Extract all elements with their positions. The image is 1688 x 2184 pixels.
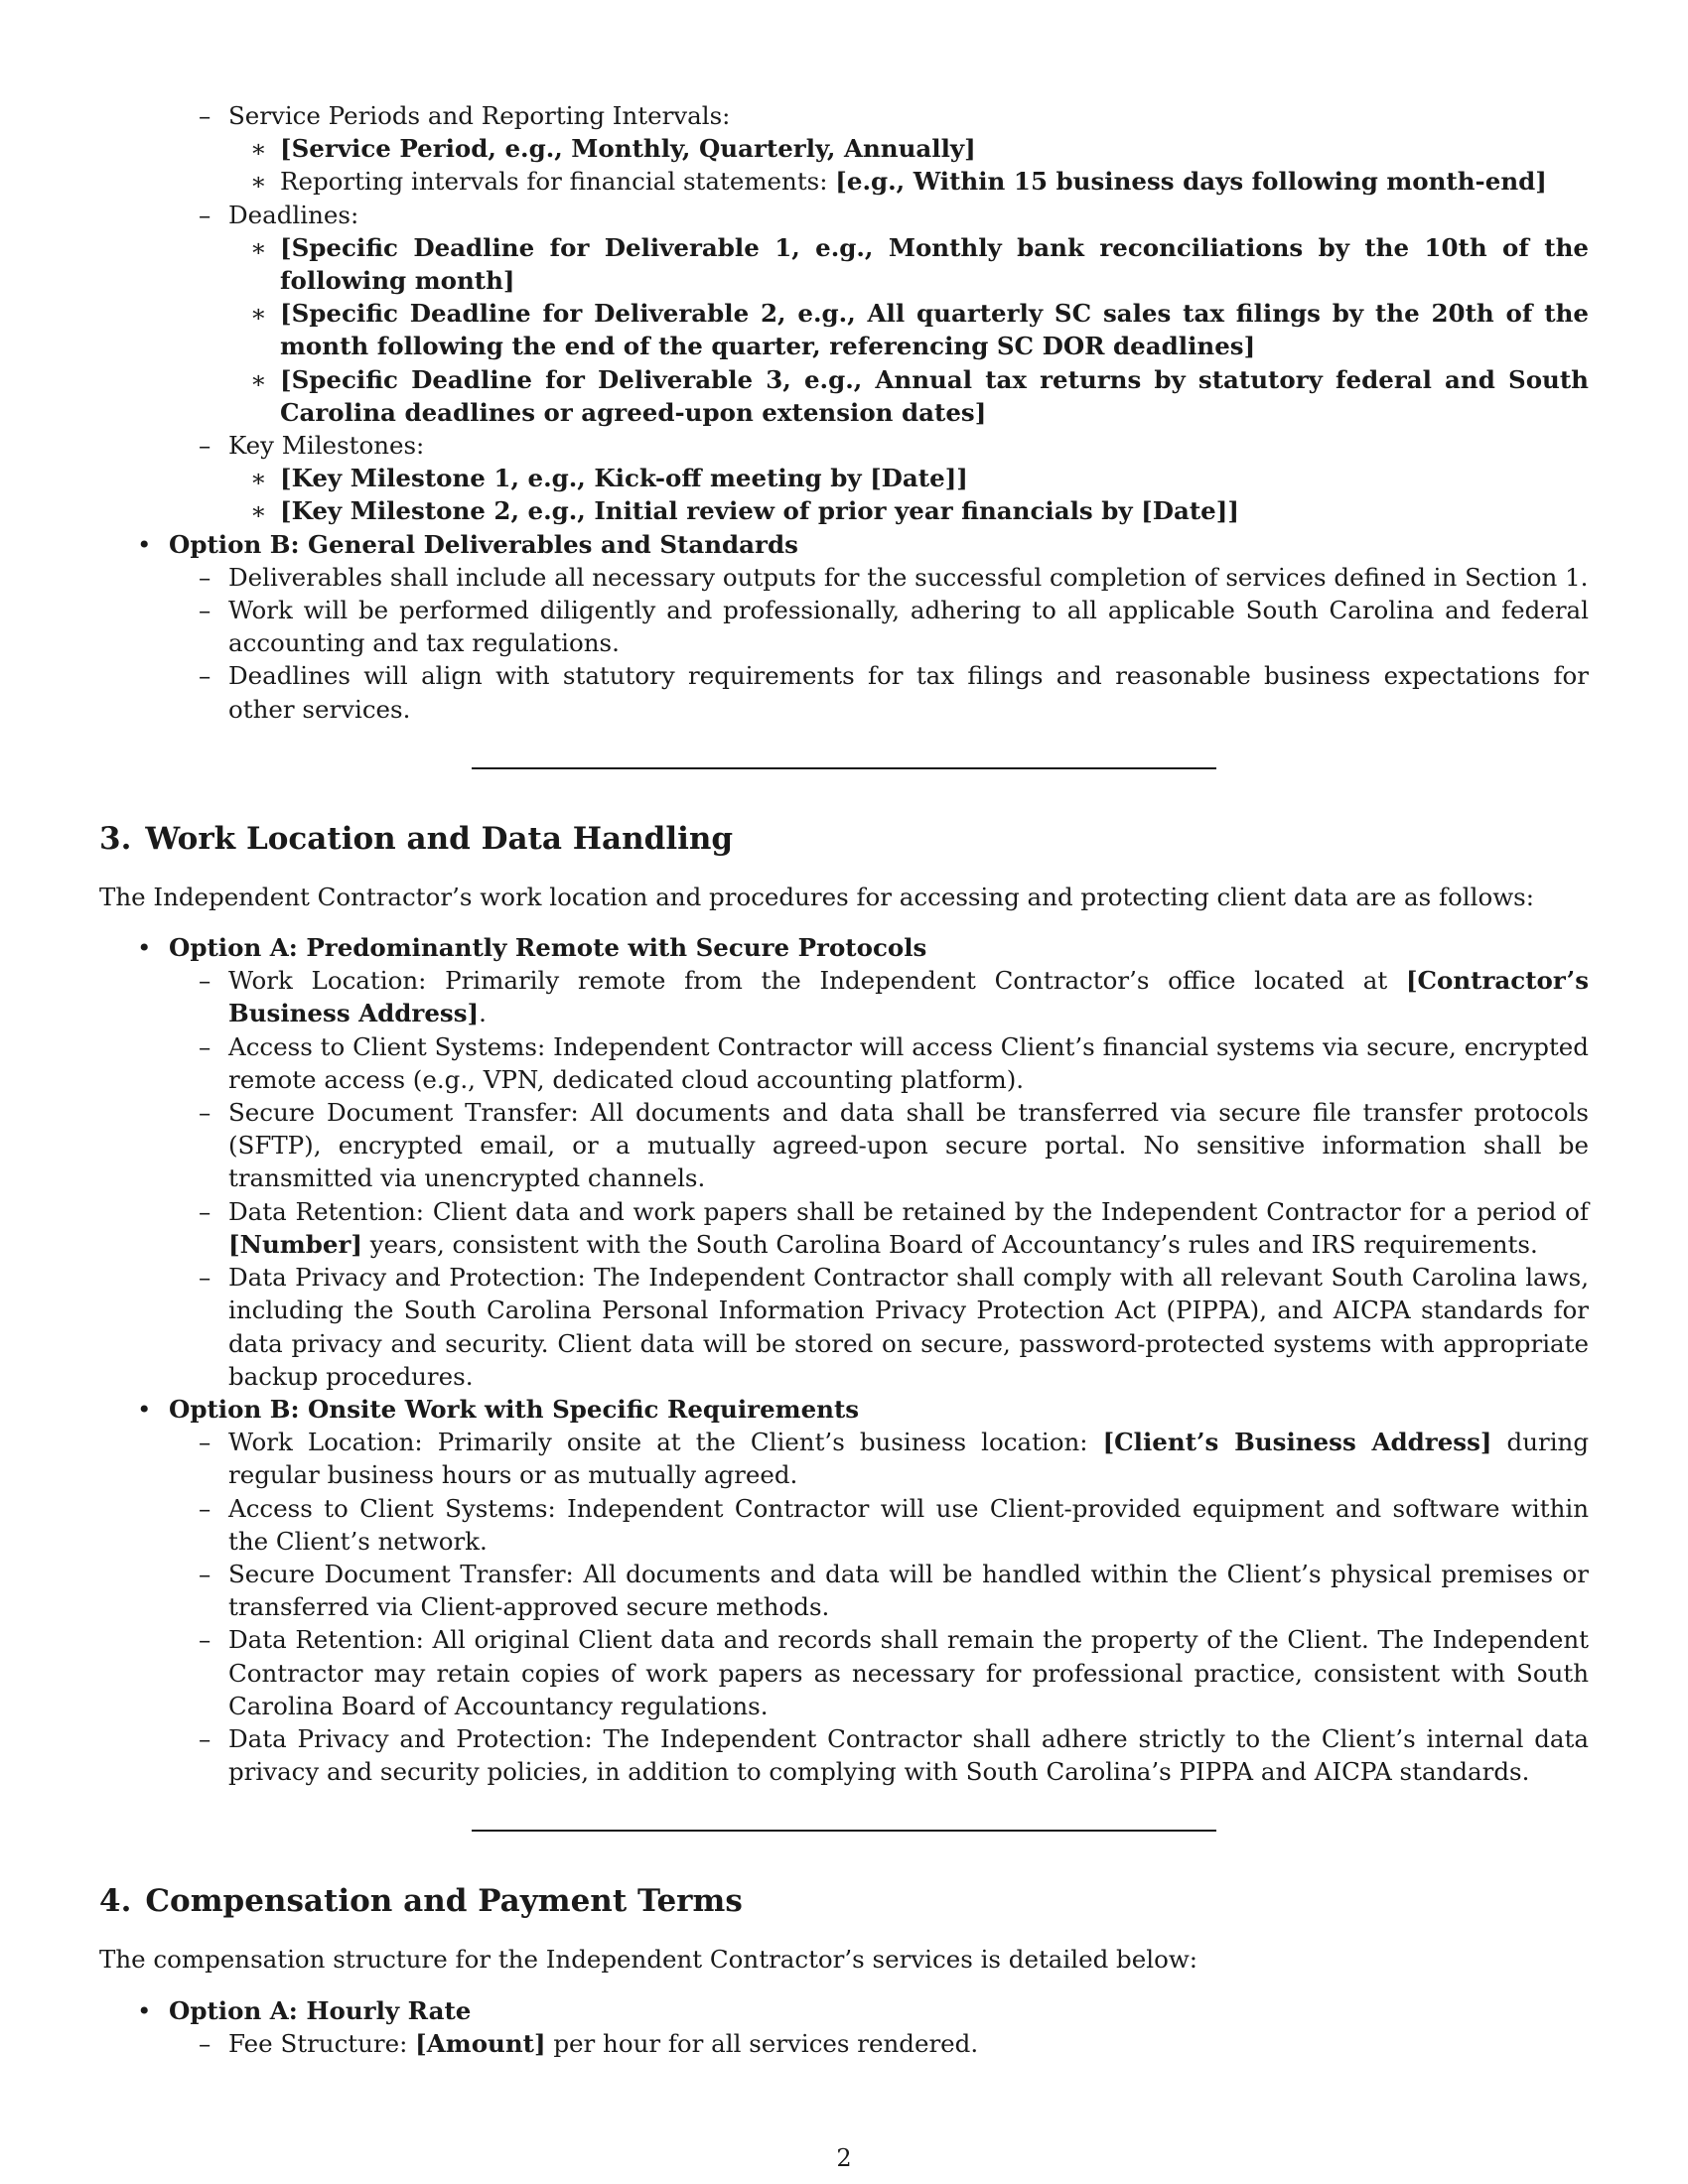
list-item [99, 659, 1589, 725]
list-item [99, 1261, 1589, 1393]
list-item [99, 1492, 1589, 1558]
list-item [99, 297, 1589, 362]
section4-options [99, 1994, 1589, 2060]
list-item [99, 1558, 1589, 1623]
list-item [99, 99, 1589, 199]
deadline-3-placeholder: [Specific Deadline for Deliverable 3, e.g., Annual tax returns by statutory federal and South Carolina deadlines or agreed-upon extension dates] [280, 364, 1589, 427]
list-item [99, 462, 1589, 494]
milestone-1-placeholder: [Key Milestone 1, e.g., Kick-off meeting by [Date]] [280, 464, 968, 493]
option-a-title: Option A: Hourly Rate [169, 1995, 472, 2025]
deadline-1-placeholder: [Specific Deadline for Deliverable 1, e.g., Monthly bank reconciliations by the 10th of the following month] [280, 232, 1589, 296]
list-item [99, 528, 1589, 726]
option-b-title: Option B: Onsite Work with Specific Requirements [169, 1394, 860, 1424]
section-number: 3. [99, 820, 132, 857]
list-item [99, 1722, 1589, 1788]
section-number: 4. [99, 1883, 132, 1920]
reporting-intervals-placeholder: [e.g., Within 15 business days following month-end] [835, 167, 1547, 197]
service-periods-label: Service Periods and Reporting Intervals: [228, 101, 731, 130]
amount-placeholder: [Amount] [415, 2028, 546, 2058]
section-divider [472, 1830, 1216, 1832]
milestone-2-placeholder: [Key Milestone 2, e.g., Initial review of prior year financials by [Date]] [280, 496, 1239, 526]
list-item [99, 429, 1589, 528]
list-item [99, 231, 1589, 297]
text: Access to Client Systems: Independent Contractor will use Client-provided equipment and software within the Client’s network. [228, 1493, 1589, 1556]
text: Work Location: Primarily remote from the Independent Contractor’s office located at [228, 966, 1406, 996]
reporting-intervals-label: Reporting intervals for financial statements: [280, 167, 836, 197]
list-item [99, 561, 1589, 594]
section-divider [472, 767, 1216, 769]
section2-option-a-list [99, 99, 1589, 528]
list-item [99, 165, 1589, 198]
list-item [99, 1195, 1589, 1261]
list-item [99, 1096, 1589, 1195]
list-item [99, 1030, 1589, 1096]
option-b-title: Option B: General Deliverables and Standards [169, 529, 798, 559]
list-item [99, 494, 1589, 527]
text: Secure Document Transfer: All documents and data will be handled within the Client’s physical premises or transferred via Client-approved secure methods. [228, 1559, 1589, 1622]
option-a-title: Option A: Predominantly Remote with Secure Protocols [169, 933, 927, 963]
text: Data Privacy and Protection: The Independent Contractor shall comply with all relevant South Carolina laws, including the South Carolina Personal Information Privacy Protection Act (PIPPA), and AICPA standards for data privacy and security. Client data will be stored on secure, password-protected systems with appropriate backup procedures. [228, 1263, 1589, 1391]
list-item [99, 363, 1589, 429]
option-b-item: Work will be performed diligently and professionally, adhering to all applicable South Carolina and federal accounting and tax regulations. [228, 596, 1589, 658]
option-b-item: Deadlines will align with statutory requirements for tax filings and reasonable business expectations for other services. [228, 661, 1589, 724]
page-number: 2 [836, 2144, 852, 2172]
text: Data Retention: Client data and work papers shall be retained by the Independent Contractor for a period of [228, 1196, 1589, 1226]
text: during regular business hours or as mutually agreed. [228, 1428, 1590, 1490]
contractor-address-placeholder: [Contractor’s Business Address] [228, 966, 1589, 1028]
option-b-item: Deliverables shall include all necessary outputs for the successful completion of services defined in Section 1. [228, 562, 1589, 592]
list-item [99, 132, 1589, 165]
deadlines-label: Deadlines: [228, 200, 359, 229]
deadline-2-placeholder: [Specific Deadline for Deliverable 2, e.g., All quarterly SC sales tax filings by the 20th of the month following the end of the quarter, referencing SC DOR deadlines] [280, 299, 1589, 361]
list-item [99, 2027, 1589, 2060]
text: Data Retention: All original Client data and records shall remain the property of the Client. The Independent Contractor may retain copies of work papers as necessary for professional practice, consistent with South Carolina Board of Accountancy regulations. [228, 1625, 1589, 1720]
section-3-heading [99, 819, 1589, 859]
text: Secure Document Transfer: All documents and data shall be transferred via secure file transfer protocols (SFTP), encrypted email, or a mutually agreed-upon secure portal. No sensitive information shall be transmitted via unencrypted channels. [228, 1098, 1589, 1193]
service-period-placeholder: [Service Period, e.g., Monthly, Quarterly, Annually] [280, 134, 976, 164]
text: Access to Client Systems: Independent Contractor will access Client’s financial systems via secure, encrypted remote access (e.g., VPN, dedicated cloud accounting platform). [228, 1031, 1589, 1094]
section-4-intro: The compensation structure for the Independent Contractor’s services is detailed below: [99, 1945, 1198, 1975]
list-item [99, 594, 1589, 659]
list-item [99, 1994, 1589, 2060]
list-item [99, 1623, 1589, 1722]
list-item [99, 1393, 1589, 1788]
list-item [99, 199, 1589, 429]
section-4-heading [99, 1881, 1589, 1921]
text: Work Location: Primarily onsite at the Client’s business location: [228, 1428, 1103, 1457]
section-3-intro: The Independent Contractor’s work location and procedures for accessing and protecting client data are as follows: [99, 882, 1534, 911]
text: Data Privacy and Protection: The Independent Contractor shall adhere strictly to the Client’s internal data privacy and security policies, in addition to complying with South Carolina’s PIPPA and AICPA standards. [228, 1723, 1589, 1787]
text: . [479, 999, 487, 1028]
number-placeholder: [Number] [228, 1229, 362, 1259]
section2-option-b [99, 528, 1589, 726]
section3-options [99, 931, 1589, 1788]
client-address-placeholder: [Client’s Business Address] [1102, 1428, 1492, 1457]
milestones-label: Key Milestones: [228, 431, 425, 461]
section-title: Work Location and Data Handling [145, 820, 734, 857]
document-page [99, 99, 1589, 2060]
list-item [99, 1426, 1589, 1491]
text: years, consistent with the South Carolina Board of Accountancy’s rules and IRS requirements. [361, 1229, 1538, 1259]
text: per hour for all services rendered. [545, 2028, 979, 2058]
list-item [99, 964, 1589, 1029]
section-title: Compensation and Payment Terms [145, 1883, 743, 1920]
list-item [99, 931, 1589, 1393]
text: Fee Structure: [228, 2028, 416, 2058]
